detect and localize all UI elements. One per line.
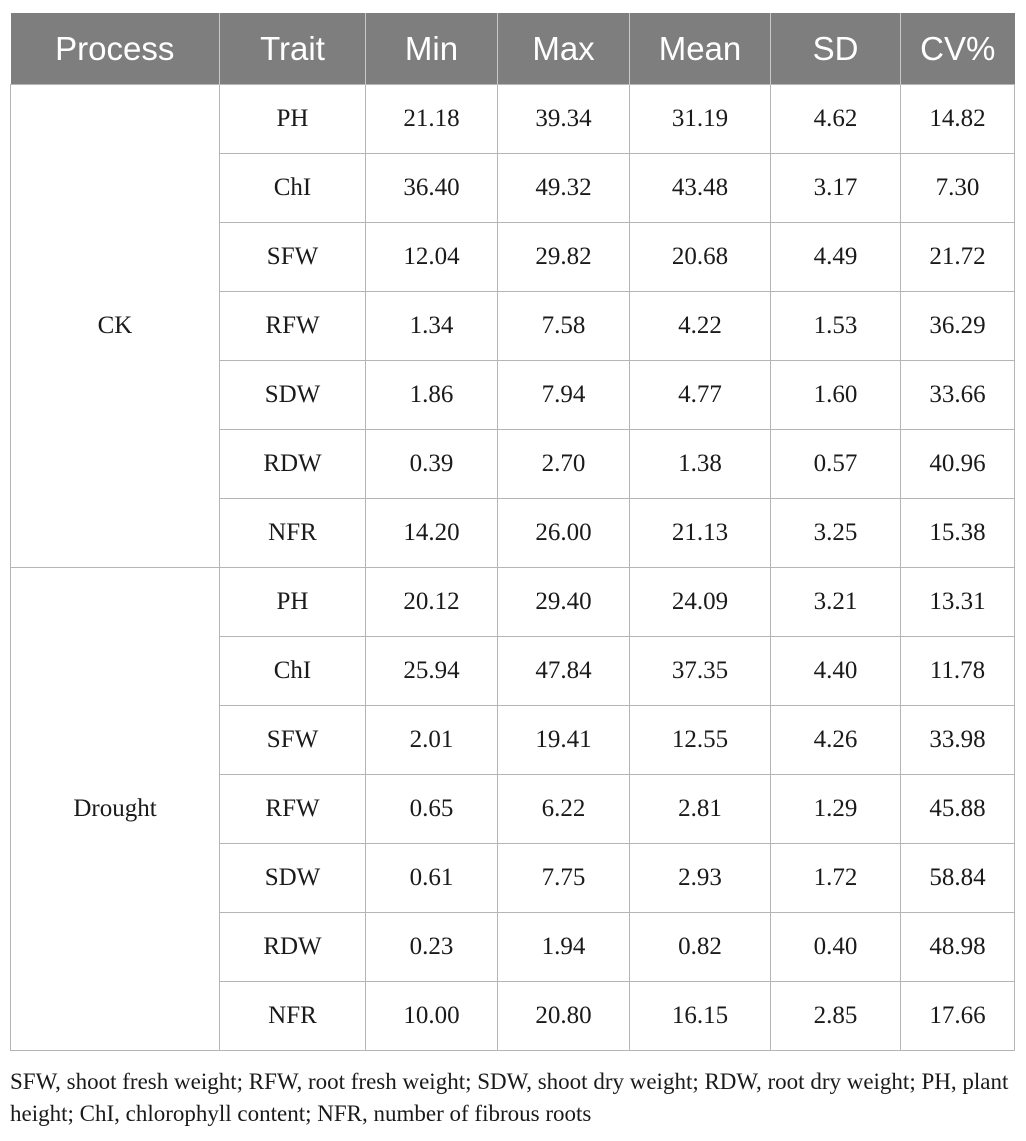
- cv-cell: 48.98: [901, 913, 1015, 982]
- mean-cell: 31.19: [630, 85, 771, 154]
- max-cell: 29.82: [498, 223, 630, 292]
- header-sd: SD: [771, 13, 901, 85]
- table-footnote: SFW, shoot fresh weight; RFW, root fresh weight; SDW, shoot dry weight; RDW, root dry weight; PH, plant height; ChI, chlorophyll content; NFR, number of fibrous roots: [10, 1069, 1009, 1126]
- trait-cell: PH: [220, 85, 366, 154]
- table-header: [11, 13, 1015, 85]
- cv-cell: 36.29: [901, 292, 1015, 361]
- max-cell: 20.80: [498, 982, 630, 1051]
- cv-cell: 14.82: [901, 85, 1015, 154]
- cv-cell: 15.38: [901, 499, 1015, 568]
- sd-cell: 4.62: [771, 85, 901, 154]
- sd-cell: 1.72: [771, 844, 901, 913]
- sd-cell: 3.25: [771, 499, 901, 568]
- min-cell: 2.01: [366, 706, 498, 775]
- sd-cell: 4.26: [771, 706, 901, 775]
- header-trait: Trait: [220, 13, 366, 85]
- cv-cell: 45.88: [901, 775, 1015, 844]
- trait-cell: ChI: [220, 154, 366, 223]
- header-max: Max: [498, 13, 630, 85]
- trait-cell: RDW: [220, 913, 366, 982]
- header-cv: CV%: [901, 13, 1015, 85]
- header-row: [11, 13, 1015, 85]
- mean-cell: 43.48: [630, 154, 771, 223]
- table-row: [11, 568, 1015, 637]
- max-cell: 1.94: [498, 913, 630, 982]
- mean-cell: 20.68: [630, 223, 771, 292]
- min-cell: 20.12: [366, 568, 498, 637]
- cv-cell: 33.66: [901, 361, 1015, 430]
- trait-cell: ChI: [220, 637, 366, 706]
- min-cell: 0.23: [366, 913, 498, 982]
- cv-cell: 21.72: [901, 223, 1015, 292]
- trait-cell: RFW: [220, 292, 366, 361]
- sd-cell: 2.85: [771, 982, 901, 1051]
- sd-cell: 1.29: [771, 775, 901, 844]
- mean-cell: 12.55: [630, 706, 771, 775]
- min-cell: 12.04: [366, 223, 498, 292]
- trait-cell: PH: [220, 568, 366, 637]
- sd-cell: 0.40: [771, 913, 901, 982]
- min-cell: 0.65: [366, 775, 498, 844]
- sd-cell: 1.53: [771, 292, 901, 361]
- sd-cell: 4.49: [771, 223, 901, 292]
- sd-cell: 1.60: [771, 361, 901, 430]
- cv-cell: 58.84: [901, 844, 1015, 913]
- max-cell: 29.40: [498, 568, 630, 637]
- min-cell: 14.20: [366, 499, 498, 568]
- max-cell: 6.22: [498, 775, 630, 844]
- min-cell: 1.86: [366, 361, 498, 430]
- header-mean: Mean: [630, 13, 771, 85]
- mean-cell: 37.35: [630, 637, 771, 706]
- max-cell: 47.84: [498, 637, 630, 706]
- trait-cell: SDW: [220, 844, 366, 913]
- table-row: [11, 85, 1015, 154]
- table-body: [11, 85, 1015, 1051]
- max-cell: 7.75: [498, 844, 630, 913]
- max-cell: 49.32: [498, 154, 630, 223]
- mean-cell: 24.09: [630, 568, 771, 637]
- mean-cell: 4.77: [630, 361, 771, 430]
- sd-cell: 0.57: [771, 430, 901, 499]
- mean-cell: 2.93: [630, 844, 771, 913]
- mean-cell: 16.15: [630, 982, 771, 1051]
- trait-cell: RFW: [220, 775, 366, 844]
- stats-table-container: [10, 13, 1014, 1051]
- cv-cell: 13.31: [901, 568, 1015, 637]
- max-cell: 19.41: [498, 706, 630, 775]
- process-cell: Drought: [11, 568, 220, 1051]
- header-process: Process: [11, 13, 220, 85]
- mean-cell: 1.38: [630, 430, 771, 499]
- trait-cell: NFR: [220, 499, 366, 568]
- mean-cell: 0.82: [630, 913, 771, 982]
- mean-cell: 4.22: [630, 292, 771, 361]
- min-cell: 0.39: [366, 430, 498, 499]
- mean-cell: 21.13: [630, 499, 771, 568]
- min-cell: 0.61: [366, 844, 498, 913]
- trait-cell: SFW: [220, 706, 366, 775]
- trait-cell: SDW: [220, 361, 366, 430]
- min-cell: 36.40: [366, 154, 498, 223]
- max-cell: 7.58: [498, 292, 630, 361]
- header-min: Min: [366, 13, 498, 85]
- min-cell: 10.00: [366, 982, 498, 1051]
- trait-cell: NFR: [220, 982, 366, 1051]
- max-cell: 7.94: [498, 361, 630, 430]
- min-cell: 21.18: [366, 85, 498, 154]
- sd-cell: 3.21: [771, 568, 901, 637]
- sd-cell: 3.17: [771, 154, 901, 223]
- cv-cell: 33.98: [901, 706, 1015, 775]
- mean-cell: 2.81: [630, 775, 771, 844]
- min-cell: 25.94: [366, 637, 498, 706]
- cv-cell: 7.30: [901, 154, 1015, 223]
- max-cell: 26.00: [498, 499, 630, 568]
- process-cell: CK: [11, 85, 220, 568]
- trait-cell: SFW: [220, 223, 366, 292]
- sd-cell: 4.40: [771, 637, 901, 706]
- cv-cell: 17.66: [901, 982, 1015, 1051]
- cv-cell: 40.96: [901, 430, 1015, 499]
- max-cell: 39.34: [498, 85, 630, 154]
- descriptive-statistics-table: [10, 13, 1015, 1051]
- trait-cell: RDW: [220, 430, 366, 499]
- cv-cell: 11.78: [901, 637, 1015, 706]
- min-cell: 1.34: [366, 292, 498, 361]
- max-cell: 2.70: [498, 430, 630, 499]
